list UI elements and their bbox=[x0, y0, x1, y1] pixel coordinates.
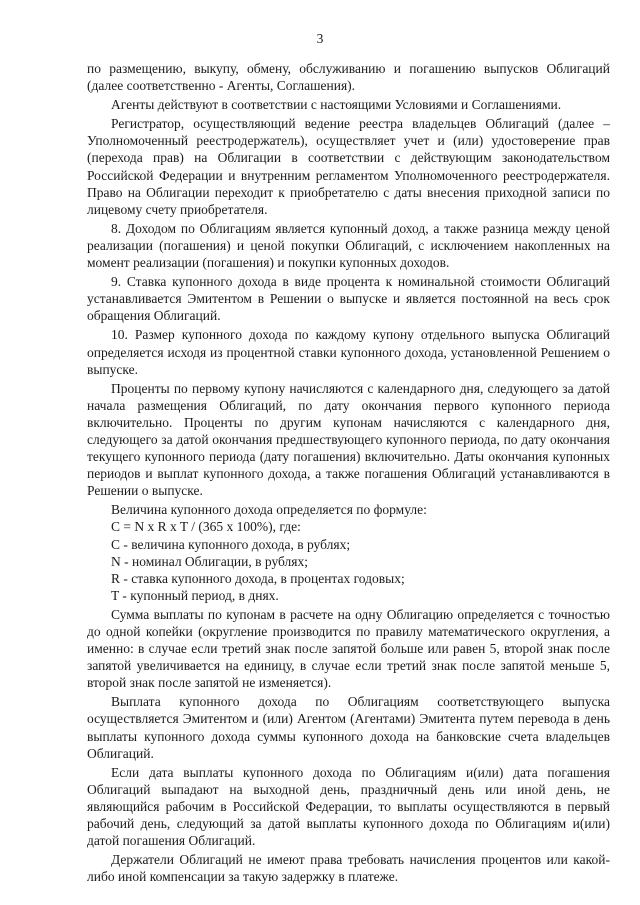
paragraph-agents-act: Агенты действуют в соответствии с настоящими Условиями и Соглашениями. bbox=[111, 97, 562, 113]
paragraph-holiday-rule: Если дата выплаты купонного дохода по Облигациям и(или) дата погашения Облигаций выпадают на выходной день, праздничный день или иной день, не являющийся рабочим в Российской Федерации, то выплаты осуществляются в первый рабочий день, следующий за датой выплаты купонного дохода по Облигациям и(или) датой погашения Облигаций. bbox=[87, 764, 610, 849]
paragraph-item-8: 8. Доходом по Облигациям является купонный доход, а также разница между ценой реализации (погашения) и ценой покупки Облигаций, с исключением накопленных на момент реализации (погашения) и покупки купонных доходов. bbox=[87, 220, 610, 271]
page-number: 3 bbox=[316, 31, 324, 46]
paragraph-registrar: Регистратор, осуществляющий ведение реестра владельцев Облигаций (далее – Уполномоченный реестродержатель), осуществляет учет и (или) удостоверение прав (перехода прав) на Облигации в соответствии с действующим законодательством Российской Федерации и внутренним регламентом Уполномоченного реестродержателя. Право на Облигации переходит к приобретателю с даты внесения приходной записи по лицевому счету приобретателя. bbox=[87, 116, 610, 217]
paragraph-interest-accrual: Проценты по первому купону начисляются с календарного дня, следующего за датой начала размещения Облигаций, по дату окончания первого купонного периода включительно. Проценты по другим купонам начисляются с календарного дня, следующего за датой окончания предшествующего купонного периода, по дату окончания текущего купонного периода (дату погашения) включительно. Даты окончания купонных периодов и выплат купонного дохода, а также погашения Облигаций устанавливаются в Решении о выпуске. bbox=[87, 380, 610, 499]
document-body bbox=[87, 60, 610, 887]
formula-equation: C = N x R x T / (365 x 100%), где: bbox=[111, 519, 301, 535]
formula-var-n: N - номинал Облигации, в рублях; bbox=[111, 553, 308, 569]
paragraph-rounding: Сумма выплаты по купонам в расчете на одну Облигацию определяется с точностью до одной копейки (округление производится по правилу математического округления, а именно: в случае если третий знак после запятой больше или равен 5, второй знак после запятой увеличивается на единицу, в случае если третий знак после запятой меньше 5, второй знак после запятой не изменяется). bbox=[87, 606, 610, 691]
formula-intro: Величина купонного дохода определяется по формуле: bbox=[111, 502, 427, 518]
paragraph-coupon-payment: Выплата купонного дохода по Облигациям соответствующего выпуска осуществляется Эмитентом и (или) Агентом (Агентами) Эмитента путем перевода в день выплаты купонного дохода суммы купонного дохода на банковские счета владельцев Облигаций. bbox=[87, 694, 610, 761]
formula-var-t: T - купонный период, в днях. bbox=[111, 587, 279, 603]
paragraph-no-compensation: Держатели Облигаций не имеют права требовать начисления процентов или какой-либо иной компенсации за такую задержку в платеже. bbox=[87, 852, 610, 885]
paragraph-item-9: 9. Ставка купонного дохода в виде процента к номинальной стоимости Облигаций устанавливается Эмитентом в Решении о выпуске и является постоянной на весь срок обращения Облигаций. bbox=[87, 274, 610, 324]
paragraph-item-10: 10. Размер купонного дохода по каждому купону отдельного выпуска Облигаций определяется исходя из процентной ставки купонного дохода, установленной Решением о выпуске. bbox=[87, 327, 610, 377]
paragraph-agents-definition: по размещению, выкупу, обмену, обслуживанию и погашению выпусков Облигаций (далее соответственно - Агенты, Соглашения). bbox=[87, 61, 610, 94]
formula-var-c: C - величина купонного дохода, в рублях; bbox=[111, 536, 351, 552]
formula-var-r: R - ставка купонного дохода, в процентах годовых; bbox=[111, 570, 405, 586]
